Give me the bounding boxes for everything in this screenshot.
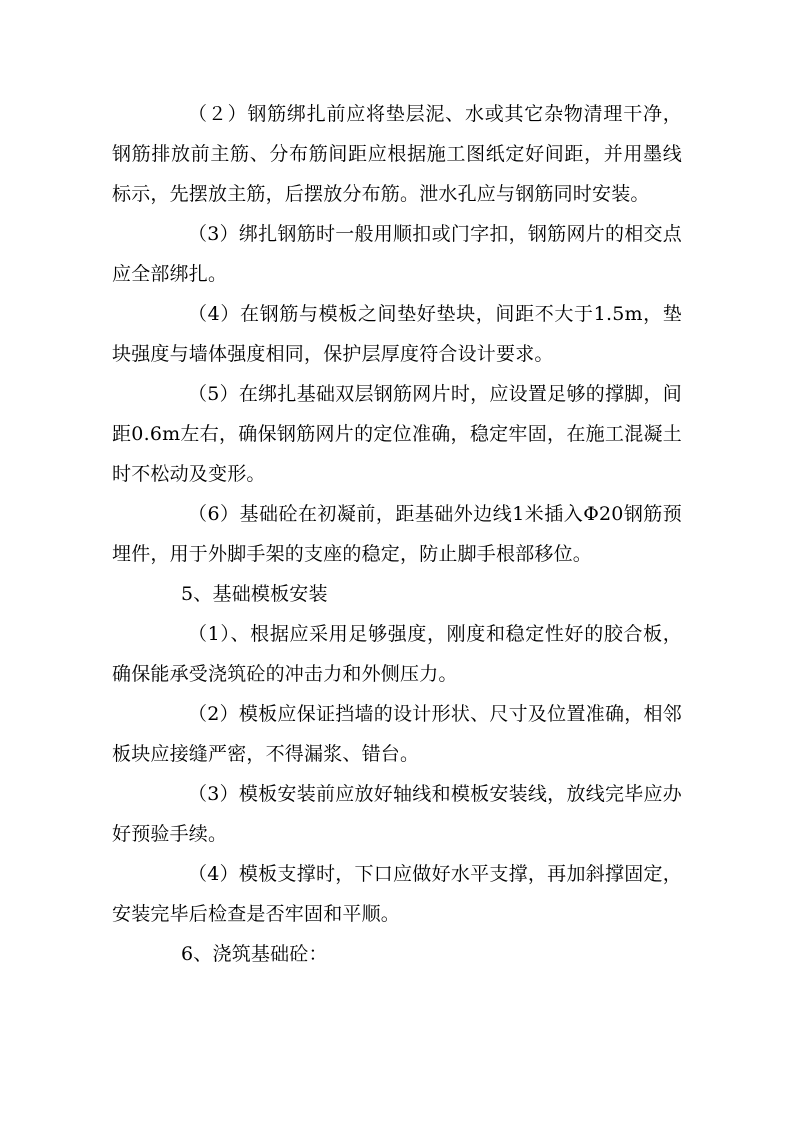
paragraph-axis-lines: （3）模板安装前应放好轴线和模板安装线，放线完毕应办好预验手续。	[112, 783, 682, 845]
paragraph-support-feet: （5）在绑扎基础双层钢筋网片时，应设置足够的撑脚，间距0.6m左右，确保钢筋网片的定位准确，稳定牢固，在施工混凝土时不松动及变形。	[112, 383, 682, 485]
paragraph-rebar-tying: （3）绑扎钢筋时一般用顺扣或门字扣，钢筋网片的相交点应全部绑扎。	[112, 223, 682, 285]
paragraph-bracing: （4）模板支撑时，下口应做好水平支撑，再加斜撑固定，安装完毕后检查是否牢固和平顺。	[112, 863, 682, 925]
section-heading-formwork: 5、基础模板安装	[181, 583, 328, 605]
section-heading-pouring: 6、浇筑基础砼：	[181, 943, 328, 965]
paragraph-rebar-cleaning: （２）钢筋绑扎前应将垫层泥、水或其它杂物清理干净，钢筋排放前主筋、分布筋间距应根据施工图纸定好间距，并用墨线标示，先摆放主筋，后摆放分布筋。泄水孔应与钢筋同时安装。	[112, 103, 682, 205]
paragraph-spacer-blocks: （4）在钢筋与模板之间垫好垫块，间距不大于1.5m，垫块强度与墙体强度相同，保护层厚度符合设计要求。	[112, 303, 682, 365]
paragraph-plywood: （1）、根据应采用足够强度，刚度和稳定性好的胶合板，确保能承受浇筑砼的冲击力和外侧压力。	[112, 623, 682, 685]
paragraph-formwork-accuracy: （2）模板应保证挡墙的设计形状、尺寸及位置准确，相邻板块应接缝严密，不得漏浆、错台。	[112, 703, 682, 765]
paragraph-embedded-rebar: （6）基础砼在初凝前，距基础外边线1米插入Φ20钢筋预埋件，用于外脚手架的支座的稳定，防止脚手根部移位。	[112, 503, 682, 565]
document-body	[112, 94, 682, 974]
